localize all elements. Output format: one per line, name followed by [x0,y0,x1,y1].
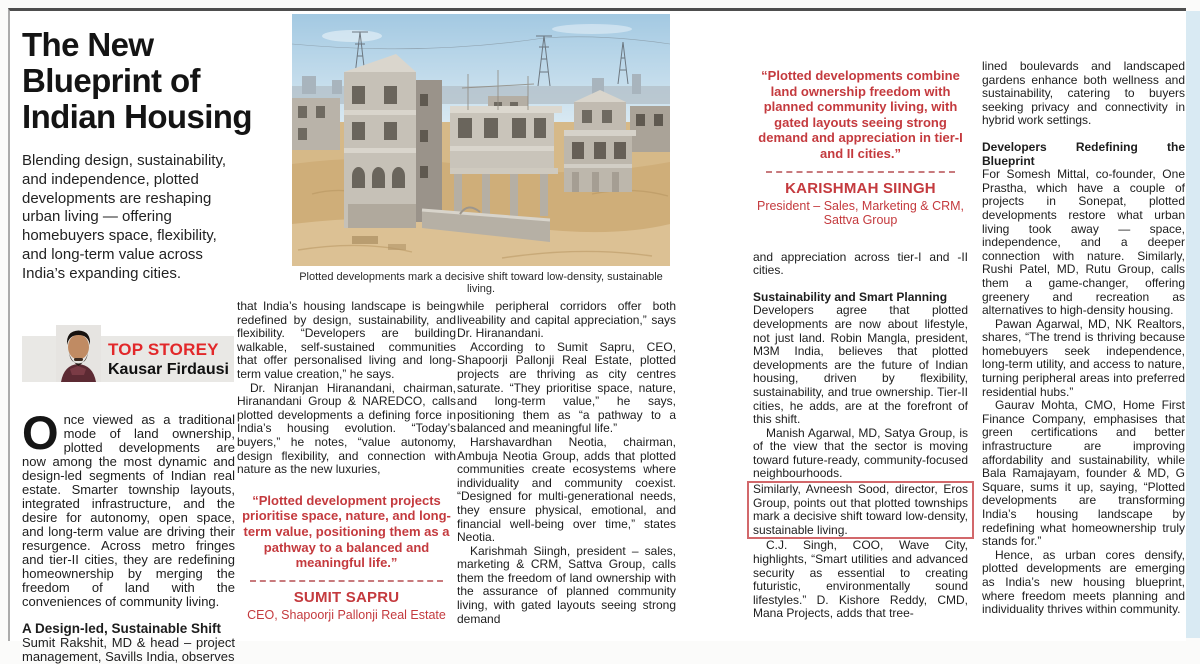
paragraph: Pawan Agarwal, MD, NK Realtors, shares, “The trend is thriving because homebuyers seek independence, long-term utility, and access to nature, turning peripheral areas into preferred residential hubs.” [982,316,1185,399]
author-portrait-graphic [56,325,101,382]
byline-text [108,340,229,379]
quote-attribution-title: CEO, Shapoorji Pallonji Real Estate [247,607,446,622]
text-column-4 [753,60,968,621]
author-photo [56,325,101,382]
paragraph: Developers agree that plotted developments are now about lifestyle, not just land. Robin Mangla, president, M3M India, believes that plotted developments are the future of Indian housing, driven by flexibility, sustainability, and true ownership. Tier-II cities, he adds, are at the forefront of this shift. [753,303,968,427]
dashed-divider [250,580,443,582]
quote-attribution-name: KARISHMAH SIINGH [785,179,936,197]
paragraph: For Somesh Mittal, co-founder, One Prastha, which have a couple of projects in Sonepat, plotted developments restore what urban living took away — space, independence, and a deeper connection with nature. Similarly, Rushi Patel, MD, Rutu Group, calls them a game-changer, offering greenery and recreation as alternatives to high-density housing. [982,167,1185,318]
quote-attribution-name: SUMIT SAPRU [293,588,400,606]
highlighted-paragraph: Similarly, Avneesh Sood, director, Eros Group, points out that plotted townships mark a decisive shift toward low-density, sustainable living. [753,482,968,537]
author-name: Kausar Firdausi [108,360,229,378]
paragraph: Karishmah Siingh, president – sales, marketing & CRM, Sattva Group, calls them the freedom of land ownership with the assurance of planned community living, with gated layouts seeing strong demand [457,543,676,626]
paragraph: According to Sumit Sapru, CEO, Shapoorji Pallonji Real Estate, plotted projects are thriving as city centres saturate. “They prioritise space, nature, and long-term value,” he says, positioning them as “a pathway to a balanced and meaningful life.” [457,339,676,436]
article-photo [292,14,670,295]
column-kicker: TOP STOREY [108,339,219,359]
paragraph: Harshavardhan Neotia, chairman, Ambuja Neotia Group, adds that plotted communities create ecosystems where individuality and community coexist. “Designed for multi-generational needs, they ensure physical, emotional, and financial well-being over time,” states Neotia. [457,434,676,545]
pull-quote-sumit-sapru [237,493,456,622]
highlighted-text-box [747,481,974,539]
paragraph: Manish Agarwal, MD, Satya Group, is of the view that the sector is moving toward future-ready, community-focused neighbourhoods. [753,425,968,481]
text-column-5 [982,60,1185,617]
article-standfirst: Blending design, sustainability, and independence, plotted developments are reshaping urban living — offering homebuyers space, flexibility, and long-term value across India’s expanding cities. [22,152,227,282]
paragraph: Gaurav Mohta, CMO, Home First Finance Company, emphasises that green certifications and better infrastructure are improving affordability and sustainability, while Bala Ramajayam, founder & MD, G Square, sums it up, saying, “Plotted developments are transforming India’s housing landscape by redefining what homeownership truly stands for.” [982,398,1185,549]
paragraph: Once viewed as a traditional mode of land ownership, plotted developments are now among the most dynamic and design-led segments of Indian real estate. Smarter township layouts, integrated infrastructure, and the desire for autonomy, open space, and long-term value are driving their resurgence. Across metro fringes and tier-II cities, they are redefining homeownership by merging the freedom of land with the conveniences of community living. [22,405,235,609]
pull-quote-text: “Plotted developments combine land ownership freedom with planned community living, with gated layouts seeing strong demand and appreciation in tier-I and II cities.” [758,68,963,161]
paragraph: Sumit Rakshit, MD & head – project management, Savills India, observes [22,634,235,664]
newspaper-page [8,8,1186,664]
photo-caption: Plotted developments mark a decisive shift toward low-density, sustainable living. [299,271,663,295]
paragraph: and appreciation across tier-I and -II cities. [753,249,968,278]
drop-cap: O [22,405,59,459]
byline-banner [22,336,234,382]
text-column-2 [237,300,456,622]
paragraph: Hence, as urban cores densify, plotted developments are emerging as India’s new housing blueprint, where freedom meets planning and individuality thrives within community. [982,547,1185,617]
construction-site-photo [292,14,670,266]
quote-attribution-title: President – Sales, Marketing & CRM, Sattva Group [756,198,965,228]
paragraph: while peripheral corridors offer both liveability and capital appreciation,” says Dr. Hiranandani. [457,299,676,341]
section-subhead: A Design-led, Sustainable Shift [22,620,222,636]
text-column-3 [457,300,676,626]
pull-quote-karishmah-siingh [753,68,968,228]
section-subhead: Sustainability and Smart Planning [753,289,948,304]
paragraph: lined boulevards and landscaped gardens enhance both wellness and sustainability, catering to buyers seeking privacy and connectivity in hybrid work settings. [982,59,1185,128]
paragraph: C.J. Singh, COO, Wave City, highlights, “Smart utilities and advanced security as essential to creating futuristic, environmentally sound lifestyles.” D. Kishore Reddy, CMD, Mana Projects, adds that tree- [753,538,968,621]
dashed-divider [766,171,955,173]
section-subhead: Developers Redefining the Blueprint [982,139,1185,168]
pull-quote-text: “Plotted development projects prioritise space, nature, and long-term value, positioning them as a pathway to a balanced and meaningful life.” [242,492,451,571]
adjacent-page-edge [1186,11,1200,638]
paragraph: Dr. Niranjan Hiranandani, chairman, Hiranandani Group & NAREDCO, calls plotted developments a defining force in India’s housing evolution. “Today’s buyers,” he notes, “value autonomy, design flexibility, and connection with nature as the new luxuries, [237,380,456,477]
article-title: The New Blueprint of Indian Housing [22,26,252,135]
paragraph: that India’s housing landscape is being redefined by design, sustainability, and flexibility. “Developers are building walkable, self-sustained communities that offer personalised living and long-term value creation,” he says. [237,299,456,381]
